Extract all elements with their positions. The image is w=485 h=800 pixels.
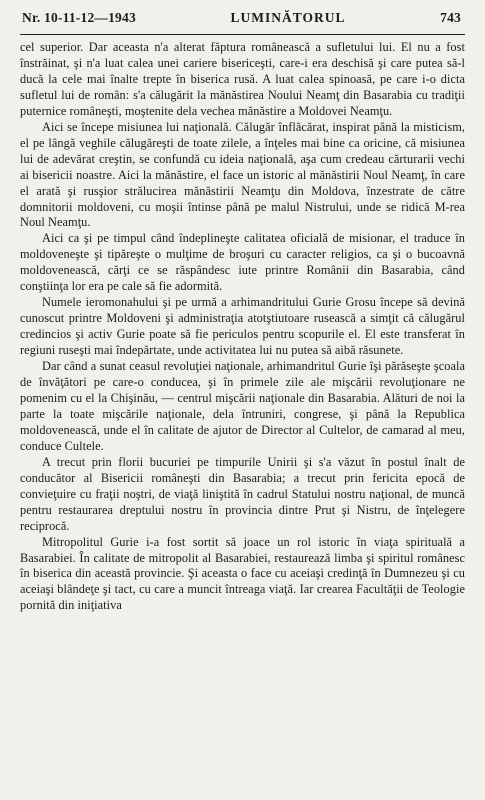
paragraph-5: Dar când a sunat ceasul revoluţiei naţionale, arhimandritul Gurie îşi părăseşte şcoala de învăţători pe care-o conducea, şi în primele zile ale mişcării revoluţionare ne pomenim cu el la Chişinău, — centrul mişcării naţionale din Basarabia. Alături de noi la parte la toate mişcările naţionale, dela întruniri, congrese, şi până la Republica moldovenească, unde el în calitate de ajutor de Director al Cultelor, de camarad al meu, conduce Cultele. — [20, 359, 465, 453]
page-number: 743 — [440, 10, 461, 25]
paragraph-7: Mitropolitul Gurie i-a fost sortit să joace un rol istoric în viaţa spirituală a Basarabiei. În calitate de mitropolit al Basarabiei, restaurează limba şi spiritul românesc în biserica din această provincie. Şi aceasta o face cu aceiaşi credinţă în Dumnezeu şi cu aceiaşi blândeţe şi tact, cu care a muncit întreaga viaţă. Iar crearea Facultăţii de Teologie pornită din iniţiativa — [20, 534, 465, 613]
paragraph-3: Aici ca şi pe timpul când îndeplineşte calitatea oficială de misionar, el traduce în moldoveneşte şi tipăreşte o mulţime de broşuri cu caracter religios, ca şi o bucoavnă moldovenească, cărţi ce se răspândesc iute printre Românii din Basarabia, când conştiinţa lor era pe cale să fie adormită. — [20, 231, 465, 294]
paragraph-1: cel superior. Dar aceasta n'a alterat făptura românească a sufletului lui. El nu a fost înstrăinat, şi n'a luat calea unei cariere bisericeşti, care-i era deschisă şi care putea să-l ducă la cele mai înalte trepte în biserica rusă. A luat calea spinoasă, pe care i-o dicta sufletul lui de român: s'a călugărit la mănăstirea Noului Neamţ din Basarabia cu tradiţii puternice româneşti, moştenite dela vechea mănăstire a Moldovei Neamţu. — [20, 40, 465, 118]
paragraph-4: Numele ieromonahului şi pe urmă a arhimandritului Gurie Grosu începe să devină cunoscut printre Moldoveni şi administraţia atotştiutoare rusească a simţit că călugărul credincios şi activ Gurie poate să fie periculos pentru scopurile el. El este transferat în regiuni ruseşti mai îndepărtate, unde activitatea lui nu putea să aibă răsunete. — [20, 295, 465, 358]
paragraph-2: Aici se începe misiunea lui naţională. Călugăr înflăcărat, inspirat până la misticism, el pe lângă veghile călugăreşti de toate zilele, a înţeles mai bine ca oricine, că misiunea lui de adevărat creştin, se confundă cu ideia naţională, aşa cum credeau cărturarii vechi ai bisericii noastre. Aici la mănăstire, el face un istoric al mănăstirii Noul Neamţ, în care el arată şi rusşior strălucirea mănăstirii Neamţu din Moldova, înzestrate de către domnitorii moldoveni, cu moşii întinse până pe malul Nistrului, unde se ridică M-rea Noul Neamţu. — [20, 119, 465, 230]
journal-title: LUMINĂTORUL — [230, 10, 346, 25]
issue-number: Nr. 10-11-12—1943 — [22, 10, 136, 25]
header-rule — [20, 34, 465, 35]
article-body — [20, 40, 465, 614]
page-header — [20, 10, 465, 32]
paragraph-6: A trecut prin florii bucuriei pe timpurile Unirii şi s'a văzut în postul înalt de conducător al Bisericii româneşti din Basarabia; a trecut prin fericita epocă de convieţuire cu fraţii noştri, de viaţă liniştită în cadrul Statului nostru naţional, de muncă pentru restaurarea dreptului nostru în provincia dintre Prut şi Nistru, de înţelegere reciprocă. — [20, 454, 465, 533]
